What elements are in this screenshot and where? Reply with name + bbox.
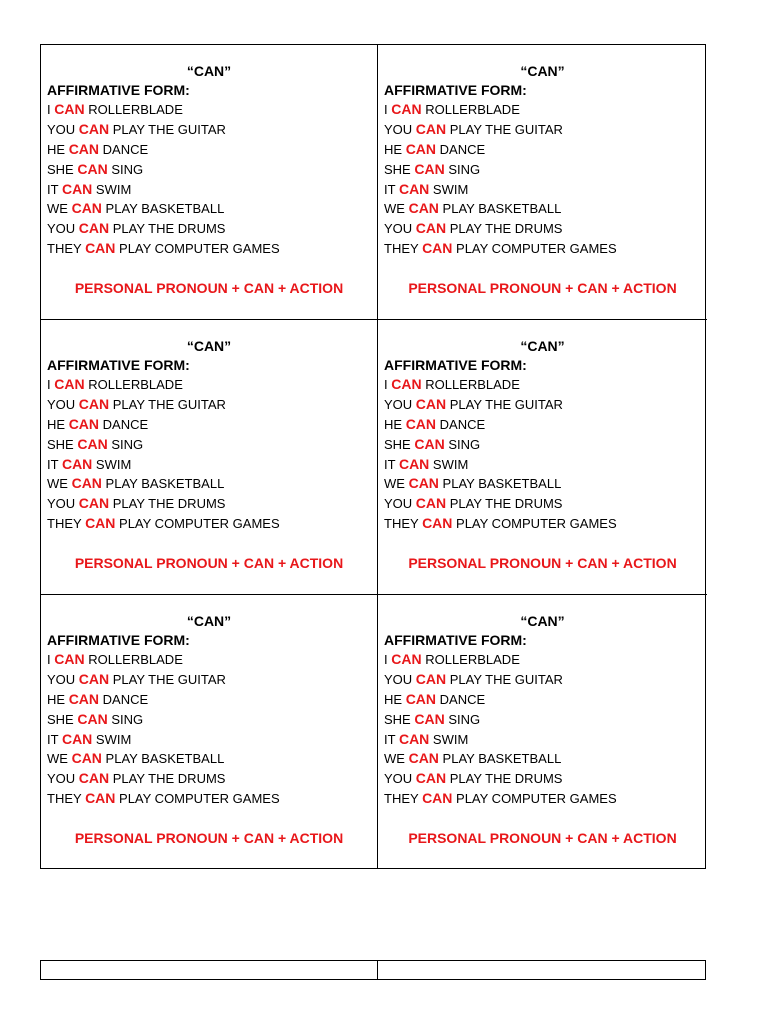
action: SWIM — [432, 181, 469, 197]
pronoun: YOU — [47, 121, 76, 137]
action: SWIM — [432, 731, 469, 747]
sentence-line — [384, 650, 701, 670]
sentence-line — [47, 730, 371, 750]
action: SWIM — [95, 181, 132, 197]
pronoun: WE — [384, 201, 405, 217]
action: PLAY THE GUITAR — [449, 671, 563, 687]
pronoun: HE — [384, 416, 403, 432]
pronoun: I — [47, 652, 51, 667]
card-title: “CAN” — [186, 338, 232, 354]
worksheet-card-grid — [40, 44, 706, 869]
modal-can: CAN — [408, 200, 439, 217]
modal-can: CAN — [61, 180, 93, 197]
sentence-line — [47, 239, 371, 259]
pronoun: THEY — [47, 791, 82, 807]
sentence-line — [384, 140, 701, 160]
sentence-line — [384, 789, 701, 809]
action: PLAY BASKETBALL — [442, 201, 562, 217]
sentence-line — [47, 160, 371, 180]
sentence-line — [47, 140, 371, 160]
modal-can: CAN — [415, 670, 447, 687]
sentence-line — [384, 219, 701, 239]
modal-can: CAN — [77, 435, 108, 452]
sentence-line — [47, 710, 371, 730]
pronoun: WE — [384, 751, 405, 767]
modal-can: CAN — [391, 376, 422, 392]
pronoun: IT — [47, 456, 59, 472]
pronoun: HE — [47, 691, 66, 707]
action: SING — [111, 436, 144, 452]
action: PLAY BASKETBALL — [105, 201, 225, 217]
sentence-line — [384, 120, 701, 140]
grammar-card — [378, 45, 707, 320]
action: PLAY THE DRUMS — [112, 496, 226, 512]
grammar-formula: PERSONAL PRONOUN + CAN + ACTION — [74, 280, 344, 297]
pronoun: IT — [47, 731, 59, 747]
sentence-line — [47, 514, 371, 534]
modal-can: CAN — [405, 415, 437, 432]
pronoun: YOU — [47, 396, 76, 412]
modal-can: CAN — [71, 200, 102, 217]
action: PLAY BASKETBALL — [105, 476, 225, 492]
card-subtitle: AFFIRMATIVE FORM: — [47, 357, 190, 373]
card-title: “CAN” — [520, 63, 565, 79]
pronoun: YOU — [384, 671, 413, 687]
card-subtitle: AFFIRMATIVE FORM: — [384, 357, 527, 373]
sentence-line — [384, 415, 701, 435]
modal-can: CAN — [414, 435, 445, 452]
sentence-line — [384, 769, 701, 789]
action: PLAY COMPUTER GAMES — [456, 791, 617, 807]
sentence-line — [47, 789, 371, 809]
modal-can: CAN — [408, 475, 439, 492]
sentence-line — [384, 690, 701, 710]
modal-can: CAN — [422, 790, 453, 807]
sentence-line — [384, 199, 701, 219]
empty-table-row — [40, 960, 706, 980]
modal-can: CAN — [77, 710, 108, 727]
card-title: “CAN” — [520, 338, 565, 354]
modal-can: CAN — [61, 455, 93, 472]
grammar-card — [41, 320, 378, 595]
pronoun: YOU — [384, 496, 413, 512]
pronoun: HE — [384, 141, 403, 157]
action: PLAY THE DRUMS — [449, 221, 563, 237]
card-subtitle: AFFIRMATIVE FORM: — [47, 82, 190, 98]
action: PLAY THE GUITAR — [449, 396, 563, 412]
action: ROLLERBLADE — [425, 102, 520, 117]
card-title: “CAN” — [186, 613, 232, 629]
modal-can: CAN — [415, 395, 447, 412]
pronoun: SHE — [384, 161, 411, 177]
action: PLAY COMPUTER GAMES — [456, 516, 617, 532]
sentence-line — [47, 180, 371, 200]
pronoun: THEY — [384, 791, 419, 807]
modal-can: CAN — [415, 220, 447, 237]
action: PLAY THE GUITAR — [112, 671, 226, 687]
action: PLAY BASKETBALL — [105, 751, 225, 767]
pronoun: SHE — [384, 436, 411, 452]
action: DANCE — [102, 691, 149, 707]
sentence-line — [384, 180, 701, 200]
modal-can: CAN — [54, 101, 85, 117]
action: SWIM — [95, 731, 132, 747]
pronoun: YOU — [47, 771, 76, 787]
modal-can: CAN — [398, 730, 430, 747]
pronoun: IT — [384, 731, 396, 747]
action: DANCE — [102, 141, 149, 157]
modal-can: CAN — [415, 495, 447, 512]
action: SING — [448, 161, 481, 177]
action: DANCE — [439, 416, 486, 432]
modal-can: CAN — [78, 395, 110, 412]
empty-table-cell — [41, 961, 378, 979]
sentence-line — [384, 239, 701, 259]
action: PLAY THE GUITAR — [112, 396, 226, 412]
pronoun: I — [47, 102, 51, 117]
sentence-line — [47, 199, 371, 219]
pronoun: YOU — [384, 396, 413, 412]
modal-can: CAN — [85, 790, 116, 807]
modal-can: CAN — [77, 160, 108, 177]
pronoun: THEY — [384, 516, 419, 532]
sentence-line — [384, 710, 701, 730]
pronoun: HE — [47, 141, 66, 157]
card-subtitle: AFFIRMATIVE FORM: — [384, 632, 527, 648]
action: PLAY THE DRUMS — [112, 771, 226, 787]
card-title: “CAN” — [520, 613, 565, 629]
sentence-line — [384, 435, 701, 455]
sentence-line — [47, 120, 371, 140]
modal-can: CAN — [68, 690, 100, 707]
pronoun: THEY — [384, 241, 419, 257]
pronoun: THEY — [47, 241, 82, 257]
action: PLAY THE GUITAR — [449, 121, 563, 137]
sentence-line — [384, 514, 701, 534]
pronoun: THEY — [47, 516, 82, 532]
action: SWIM — [432, 456, 469, 472]
pronoun: HE — [47, 416, 66, 432]
modal-can: CAN — [398, 455, 430, 472]
pronoun: SHE — [47, 436, 74, 452]
sentence-line — [384, 160, 701, 180]
pronoun: YOU — [384, 221, 413, 237]
action: SWIM — [95, 456, 132, 472]
sentence-line — [47, 415, 371, 435]
action: DANCE — [439, 141, 486, 157]
grammar-formula: PERSONAL PRONOUN + CAN + ACTION — [74, 555, 344, 572]
pronoun: WE — [47, 201, 68, 217]
sentence-line — [47, 650, 371, 670]
modal-can: CAN — [391, 651, 422, 667]
action: ROLLERBLADE — [425, 377, 520, 392]
sentence-line — [384, 730, 701, 750]
pronoun: IT — [384, 456, 396, 472]
modal-can: CAN — [68, 415, 100, 432]
pronoun: YOU — [384, 771, 413, 787]
modal-can: CAN — [391, 101, 422, 117]
sentence-line — [384, 749, 701, 769]
grammar-card — [41, 595, 378, 868]
sentence-line — [47, 455, 371, 475]
modal-can: CAN — [71, 750, 102, 767]
action: SING — [111, 711, 144, 727]
action: PLAY THE DRUMS — [449, 496, 563, 512]
modal-can: CAN — [415, 120, 447, 137]
action: SING — [111, 161, 144, 177]
grammar-formula: PERSONAL PRONOUN + CAN + ACTION — [74, 830, 344, 847]
sentence-line — [384, 395, 701, 415]
modal-can: CAN — [78, 495, 110, 512]
sentence-line — [384, 474, 701, 494]
pronoun: SHE — [384, 711, 411, 727]
pronoun: YOU — [47, 671, 76, 687]
pronoun: SHE — [47, 161, 74, 177]
card-title: “CAN” — [186, 63, 232, 79]
action: DANCE — [439, 691, 486, 707]
modal-can: CAN — [68, 140, 100, 157]
modal-can: CAN — [422, 515, 453, 532]
sentence-line — [47, 769, 371, 789]
sentence-line — [384, 494, 701, 514]
action: ROLLERBLADE — [88, 652, 183, 667]
action: PLAY THE DRUMS — [112, 221, 226, 237]
modal-can: CAN — [414, 710, 445, 727]
sentence-line — [47, 474, 371, 494]
modal-can: CAN — [85, 515, 116, 532]
modal-can: CAN — [415, 770, 447, 787]
action: PLAY COMPUTER GAMES — [119, 516, 280, 532]
modal-can: CAN — [54, 376, 85, 392]
action: PLAY COMPUTER GAMES — [456, 241, 617, 257]
action: PLAY THE DRUMS — [449, 771, 563, 787]
pronoun: I — [384, 377, 388, 392]
pronoun: WE — [47, 476, 68, 492]
pronoun: YOU — [47, 221, 76, 237]
sentence-line — [47, 375, 371, 395]
pronoun: WE — [384, 476, 405, 492]
modal-can: CAN — [414, 160, 445, 177]
grammar-formula: PERSONAL PRONOUN + CAN + ACTION — [408, 555, 677, 572]
action: ROLLERBLADE — [88, 102, 183, 117]
modal-can: CAN — [405, 140, 437, 157]
modal-can: CAN — [71, 475, 102, 492]
modal-can: CAN — [78, 670, 110, 687]
action: PLAY BASKETBALL — [442, 751, 562, 767]
action: PLAY COMPUTER GAMES — [119, 791, 280, 807]
sentence-line — [384, 100, 701, 120]
sentence-line — [47, 670, 371, 690]
pronoun: SHE — [47, 711, 74, 727]
sentence-line — [47, 395, 371, 415]
action: PLAY BASKETBALL — [442, 476, 562, 492]
modal-can: CAN — [85, 240, 116, 257]
modal-can: CAN — [78, 220, 110, 237]
grammar-formula: PERSONAL PRONOUN + CAN + ACTION — [408, 280, 677, 297]
modal-can: CAN — [398, 180, 430, 197]
action: ROLLERBLADE — [88, 377, 183, 392]
empty-table-cell — [378, 961, 707, 979]
action: ROLLERBLADE — [425, 652, 520, 667]
modal-can: CAN — [54, 651, 85, 667]
sentence-line — [47, 219, 371, 239]
pronoun: YOU — [47, 496, 76, 512]
pronoun: IT — [47, 181, 59, 197]
grammar-formula: PERSONAL PRONOUN + CAN + ACTION — [408, 830, 677, 847]
card-subtitle: AFFIRMATIVE FORM: — [384, 82, 527, 98]
action: DANCE — [102, 416, 149, 432]
sentence-line — [384, 670, 701, 690]
grammar-card — [41, 45, 378, 320]
action: PLAY COMPUTER GAMES — [119, 241, 280, 257]
sentence-line — [47, 435, 371, 455]
action: SING — [448, 711, 481, 727]
pronoun: IT — [384, 181, 396, 197]
pronoun: WE — [47, 751, 68, 767]
sentence-line — [47, 100, 371, 120]
sentence-line — [47, 690, 371, 710]
pronoun: YOU — [384, 121, 413, 137]
modal-can: CAN — [408, 750, 439, 767]
grammar-card — [378, 595, 707, 868]
pronoun: HE — [384, 691, 403, 707]
pronoun: I — [384, 102, 388, 117]
action: SING — [448, 436, 481, 452]
modal-can: CAN — [78, 770, 110, 787]
sentence-line — [47, 494, 371, 514]
sentence-line — [384, 375, 701, 395]
modal-can: CAN — [61, 730, 93, 747]
sentence-line — [384, 455, 701, 475]
modal-can: CAN — [405, 690, 437, 707]
sentence-line — [47, 749, 371, 769]
modal-can: CAN — [78, 120, 110, 137]
card-subtitle: AFFIRMATIVE FORM: — [47, 632, 190, 648]
action: PLAY THE GUITAR — [112, 121, 226, 137]
grammar-card — [378, 320, 707, 595]
modal-can: CAN — [422, 240, 453, 257]
pronoun: I — [384, 652, 388, 667]
pronoun: I — [47, 377, 51, 392]
